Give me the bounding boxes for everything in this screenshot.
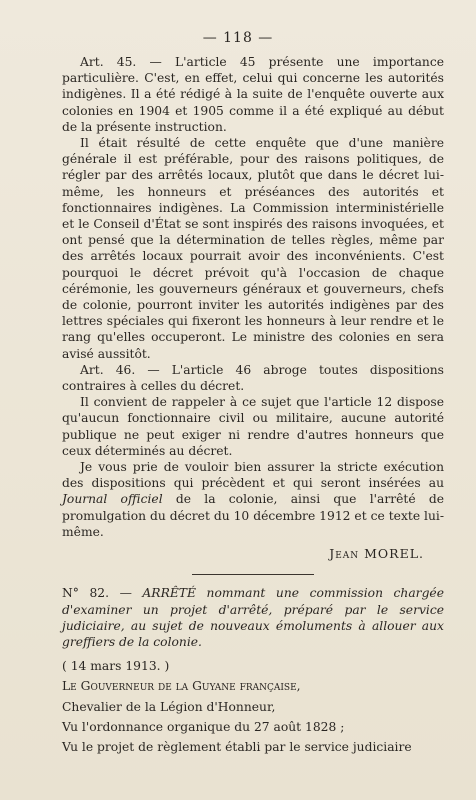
closing-text-1: Je vous prie de vouloir bien assurer la stricte exécution des dispositions qui précèdent et qui seront insérées au [62, 460, 444, 491]
paragraph-art-45: Art. 45. — L'article 45 présente une importance particulière. C'est, en effet, celui qui concerne les autorités indigènes. Il a été rédigé à la suite de l'enquête ouverte aux colonies en 1904 et 1905 comme il a été expliqué au début de la présente instruction. [62, 55, 444, 134]
signature: Jean MOREL. [329, 546, 424, 562]
decree-line-gouverneur: Le Gouverneur de la Guyane française, [62, 679, 301, 694]
paragraph-art-46: Art. 46. — L'article 46 abroge toutes dispositions contraires à celles du décret. [62, 362, 444, 394]
decree-title: — ARRÊTÉ nommant une commission chargée d'examiner un projet d'arrêté, préparé par le service judiciaire, au sujet de nouveaux émoluments à allouer aux greffiers de la colonie. [62, 586, 444, 649]
page-content [62, 54, 444, 755]
decree-heading [62, 585, 444, 650]
paragraph-enquete: Il était résulté de cette enquête que d'une manière générale il est préférable, pour des raisons politiques, de régler par des arrêtés locaux, plutôt que dans le décret lui-même, les honneurs et préséances des autorités et fonctionnaires indigènes. La Commission interministérielle et le Conseil d'État se sont inspirés des raisons invoquées, et ont pensé que la détermination de telles règles, même par des arrêtés locaux pourrait avoir des inconvénients. C'est pourquoi le décret prévoit qu'à l'occasion de chaque cérémonie, les gouverneurs généraux et gouverneurs, chefs de colonie, pourront inviter les autorités indigènes par des lettres spéciales qui fixeront les honneurs à leur rendre et le rang qu'elles occuperont. Le ministre des colonies en sera avisé aussitôt. [62, 136, 444, 361]
decree-line-chevalier: Chevalier de la Légion d'Honneur, [62, 699, 276, 714]
section-divider [192, 574, 314, 575]
decree-date: ( 14 mars 1913. ) [62, 659, 170, 674]
paragraph-article-12: Il convient de rappeler à ce sujet que l'article 12 dispose qu'aucun fonctionnaire civil ou militaire, aucune autorité publique ne peut exiger ni rendre d'autres honneurs que ceux déterminés au décret. [62, 395, 444, 458]
page-number: — 118 — [202, 30, 274, 46]
decree-number: N° 82. [62, 586, 110, 601]
decree-line-ordonnance: Vu l'ordonnance organique du 27 août 1828 ; [62, 719, 345, 734]
paragraph-closing [62, 459, 444, 540]
closing-text-2: de la colonie, ainsi que l'arrêté de promulgation du décret du 10 décembre 1912 et ce texte lui-même. [62, 492, 444, 539]
decree-line-projet: Vu le projet de règlement établi par le service judiciaire [62, 739, 412, 754]
closing-journal-title: Journal officiel [62, 492, 163, 507]
